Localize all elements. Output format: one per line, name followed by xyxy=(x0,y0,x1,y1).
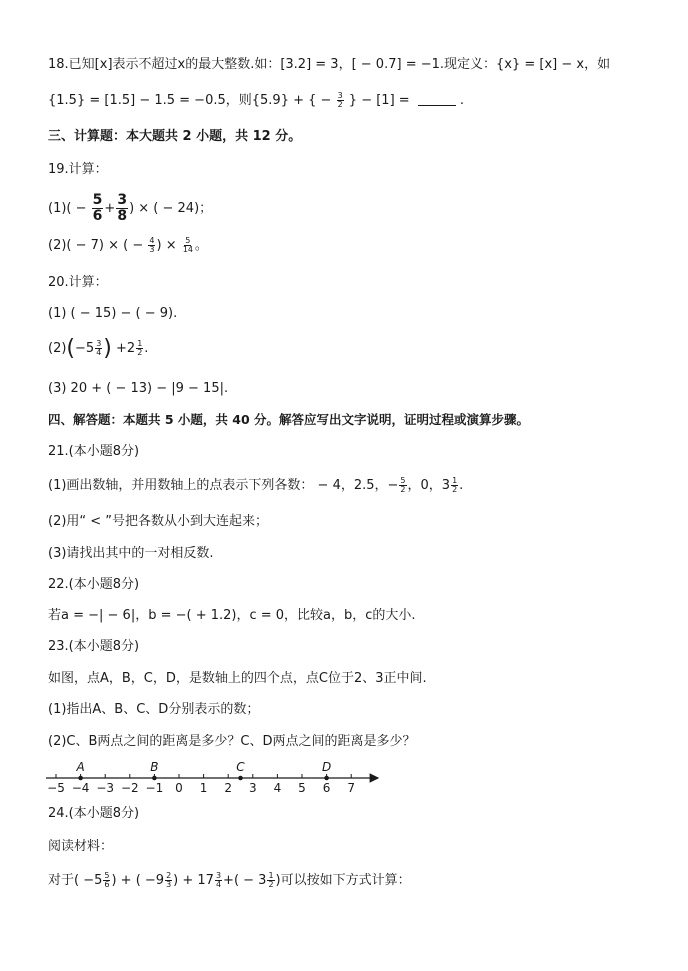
q19-p1-b: ) × ( − 24)； xyxy=(129,201,213,216)
q20-p2-label: (2) xyxy=(48,341,67,356)
q24-fraction-2: $\frac{2}{3}$ xyxy=(166,871,172,889)
section-3-heading: 三、计算题：本大题共 2 小题，共 12 分。 xyxy=(48,129,302,144)
number-line-point-label: C xyxy=(236,760,245,774)
q21-part1 xyxy=(48,477,463,495)
q20-part1: (1) ( − 15) − ( − 9). xyxy=(48,306,178,321)
number-line-point xyxy=(238,776,243,781)
q24-fraction-1: $\frac{5}{6}$ xyxy=(104,871,110,889)
q18-line2 xyxy=(48,92,464,110)
q19-title: 19.计算： xyxy=(48,162,108,177)
number-line-tick-label: 4 xyxy=(273,781,282,795)
q21-p1-a: (1)画出数轴，并用数轴上的点表示下列各数： − 4，2.5，− xyxy=(48,478,399,493)
q20-fraction-1: $\frac{3}{4}$ xyxy=(96,339,102,357)
number-line-ticks xyxy=(47,774,355,795)
q20-p2-end: . xyxy=(144,341,149,356)
q20-p2-plus: +2 xyxy=(116,341,136,356)
q22-part1: 若a = −| − 6|，b = −( + 1.2)，c = 0，比较a，b，c的大小. xyxy=(48,608,416,623)
number-line-tick-label: 1 xyxy=(199,781,208,795)
q19-fraction-4: $\frac{5}{14}$ xyxy=(182,236,193,254)
q24-p1-e: )可以按如下方式计算： xyxy=(275,873,411,888)
q18-fraction: $\frac{3}{2}$ xyxy=(337,91,343,109)
q21-fraction-1: $\frac{5}{2}$ xyxy=(400,476,406,494)
number-line-tick-label: −2 xyxy=(120,781,139,795)
q24-p1-d: +( − 3 xyxy=(223,873,267,888)
q21-p1-end: . xyxy=(459,478,464,493)
q19-p2-mid: ) × xyxy=(156,238,177,253)
q18-end: . xyxy=(459,93,464,108)
number-line-tick-label: 7 xyxy=(347,781,356,795)
section-4-heading: 四、解答题：本题共 5 小题，共 40 分。解答应写出文字说明，证明过程或演算步骤。 xyxy=(48,412,530,427)
q24-fraction-3: $\frac{3}{4}$ xyxy=(215,871,222,889)
number-line-tick-label: 5 xyxy=(298,781,306,795)
q19-part2 xyxy=(48,237,208,255)
number-line-tick-label: 6 xyxy=(322,781,331,795)
q24-p1-a: 对于( −5 xyxy=(48,873,103,888)
q23-title: 23.(本小题8分) xyxy=(48,639,140,654)
number-line-tick-label: −4 xyxy=(71,781,90,795)
q24-part1 xyxy=(48,872,411,890)
q20-part3: (3) 20 + ( − 13) − |9 − 15|. xyxy=(48,381,229,396)
q19-p2-end: 。 xyxy=(194,238,208,253)
q19-fraction-1: $\frac{5}{6}$ xyxy=(92,192,103,224)
q21-part2: (2)用“ < ”号把各数从小到大连起来； xyxy=(48,514,269,529)
number-line-tick-label: −5 xyxy=(47,781,65,795)
q18-text-a: {1.5} = [1.5] − 1.5 = −0.5，则{5.9} + { − xyxy=(48,93,332,108)
q18-answer-blank xyxy=(418,105,456,106)
number-line-tick-label: −1 xyxy=(145,781,164,795)
number-line-point-label: D xyxy=(321,760,332,774)
number-line-tick-label: 0 xyxy=(175,781,183,795)
q18-text-b: } − [1] = xyxy=(348,93,410,108)
q19-plus: + xyxy=(104,201,116,216)
q21-part3: (3)请找出其中的一对相反数. xyxy=(48,546,214,561)
q19-p1-a: (1)( − xyxy=(48,201,87,216)
q19-fraction-3: $\frac{4}{3}$ xyxy=(149,236,155,254)
q20-p2-whole: −5 xyxy=(75,341,95,356)
q20-title: 20.计算： xyxy=(48,275,108,290)
q21-fraction-2: $\frac{1}{2}$ xyxy=(452,476,458,494)
q22-title: 22.(本小题8分) xyxy=(48,577,140,592)
q23-part1: (1)指出A、B、C、D分别表示的数； xyxy=(48,702,260,717)
number-line-tick-label: −3 xyxy=(96,781,115,795)
q24-p1-b: ) + ( −9 xyxy=(111,873,165,888)
q19-part1 xyxy=(48,193,212,224)
number-line-point-label: B xyxy=(150,760,159,774)
number-line-point xyxy=(152,776,157,781)
q24-fraction-4: $\frac{1}{2}$ xyxy=(268,871,274,889)
number-line-tick-label: 3 xyxy=(248,781,257,795)
q23-part2: (2)C、B两点之间的距离是多少？C、D两点之间的距离是多少？ xyxy=(48,734,416,749)
q21-title: 21.(本小题8分) xyxy=(48,444,140,459)
q24-title: 24.(本小题8分) xyxy=(48,806,140,821)
q23-intro: 如图，点A，B，C，D，是数轴上的四个点，点C位于2、3正中间. xyxy=(48,671,427,686)
q24-p1-c: ) + 17 xyxy=(173,873,214,888)
q19-p2-a: (2)( − 7) × ( − xyxy=(48,238,144,253)
q18-line1: 18.已知[x]表示不超过x的最大整数.如：[3.2] = 3，[ − 0.7] = −1.现定义：{x} = [x] − x，如 xyxy=(48,57,611,72)
q20-part2: (2)(−5 $\frac{3}{4}$ ) +2 $\frac{1}{2}$ . xyxy=(48,336,149,361)
q24-intro: 阅读材料： xyxy=(48,839,114,854)
number-line-point-label: A xyxy=(76,760,85,774)
number-line-point xyxy=(324,776,329,781)
q19-fraction-2: $\frac{3}{8}$ xyxy=(117,192,128,224)
q20-fraction-2: $\frac{1}{2}$ xyxy=(137,339,143,357)
number-line-tick-label: 2 xyxy=(224,781,233,795)
number-line-point xyxy=(78,776,83,781)
q21-p1-b: ，0，3 xyxy=(407,478,451,493)
number-line-figure xyxy=(40,758,390,798)
